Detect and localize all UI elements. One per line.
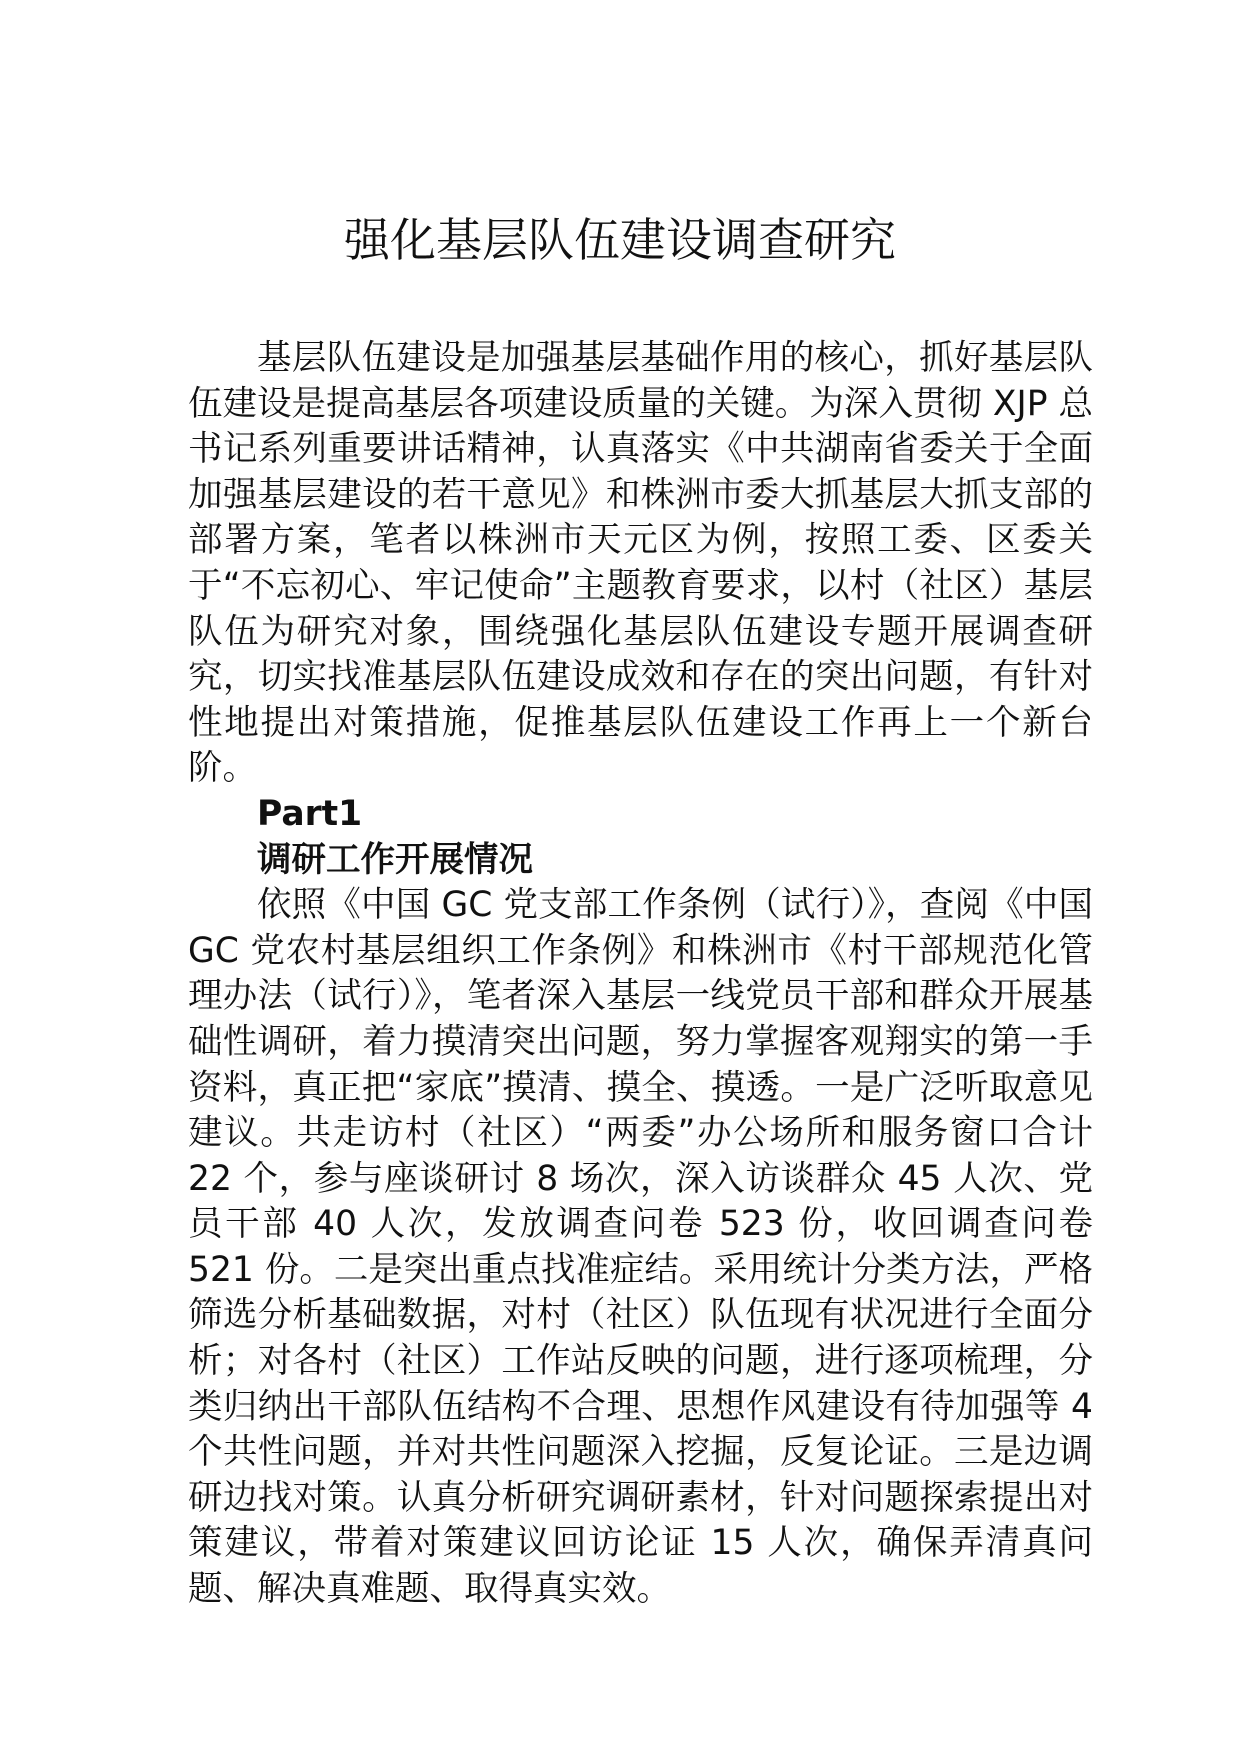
intro-paragraph: 基层队伍建设是加强基层基础作用的核心，抓好基层队伍建设是提高基层各项建设质量的关键。为深入贯彻 XJP 总书记系列重要讲话精神，认真落实《中共湖南省委关于全面加强基层建设的若干意见》和株洲市委大抓基层大抓支部的部署方案，笔者以株洲市天元区为例，按照工委、区委关于“不忘初心、牢记使命”主题教育要求，以村（社区）基层队伍为研究对象，围绕强化基层队伍建设专题开展调查研究，切实找准基层队伍建设成效和存在的突出问题，有针对性地提出对策措施，促推基层队伍建设工作再上一个新台阶。: [188, 338, 1093, 789]
section-part-label: Part1: [257, 793, 363, 834]
document-title: 强化基层队伍建设调查研究: [344, 213, 896, 267]
section-paragraph: 依照《中国 GC 党支部工作条例（试行）》，查阅《中国 GC 党农村基层组织工作条例》和株洲市《村干部规范化管理办法（试行）》，笔者深入基层一线党员干部和群众开展基础性调研，着力摸清突出问题，努力掌握客观翔实的第一手资料，真正把“家底”摸清、摸全、摸透。一是广泛听取意见建议。共走访村（社区）“两委”办公场所和服务窗口合计 22 个，参与座谈研讨 8 场次，深入访谈群众 45 人次、党员干部 40 人次，发放调查问卷 523 份，收回调查问卷 521 份。二是突出重点找准症结。采用统计分类方法，严格筛选分析基础数据，对村（社区）队伍现有状况进行全面分析；对各村（社区）工作站反映的问题，进行逐项梳理，分类归纳出干部队伍结构不合理、思想作风建设有待加强等 4 个共性问题，并对共性问题深入挖掘，反复论证。三是边调研边找对策。认真分析研究调研素材，针对问题探索提出对策建议，带着对策建议回访论证 15 人次，确保弄清真问题、解决真难题、取得真实效。: [188, 885, 1093, 1610]
document-body: [188, 336, 1093, 1613]
section-heading: 调研工作开展情况: [257, 839, 533, 880]
